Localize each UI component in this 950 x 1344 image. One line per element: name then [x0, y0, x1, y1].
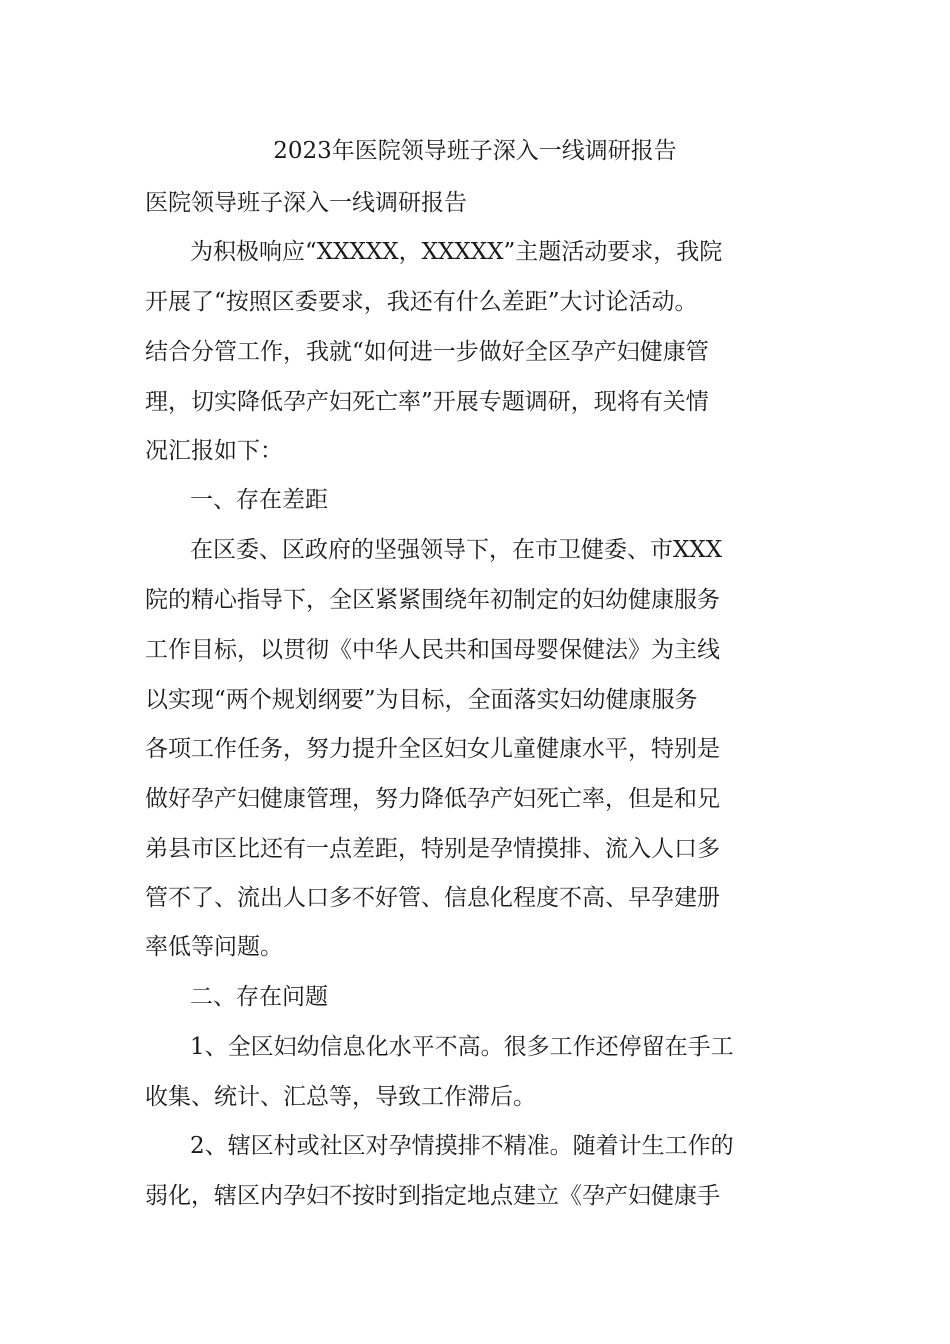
- paragraph-line: 弱化，辖区内孕妇不按时到指定地点建立《孕产妇健康手: [145, 1183, 720, 1209]
- paragraph-line: 况汇报如下：: [145, 438, 283, 464]
- paragraph-line: 1、全区妇幼信息化水平不高。很多工作还停留在手工: [190, 1034, 734, 1060]
- paragraph-line: 结合分管工作，我就“如何进一步做好全区孕产妇健康管: [145, 339, 709, 365]
- paragraph-line: 为积极响应“XXXXX，XXXXX”主题活动要求，我院: [190, 239, 723, 265]
- paragraph-line: 弟县市区比还有一点差距，特别是孕情摸排、流入人口多: [145, 836, 720, 862]
- paragraph-line: 做好孕产妇健康管理，努力降低孕产妇死亡率，但是和兄: [145, 786, 720, 812]
- paragraph-line: 以实现“两个规划纲要”为目标，全面落实妇幼健康服务: [145, 687, 698, 713]
- document-subtitle: 医院领导班子深入一线调研报告: [145, 190, 467, 216]
- paragraph-line: 各项工作任务，努力提升全区妇女儿童健康水平，特别是: [145, 736, 720, 762]
- paragraph-line: 在区委、区政府的坚强领导下，在市卫健委、市XXX: [190, 537, 723, 563]
- paragraph-line: 工作目标，以贯彻《中华人民共和国母婴保健法》为主线: [145, 637, 720, 663]
- paragraph-line: 收集、统计、汇总等，导致工作滞后。: [145, 1084, 536, 1110]
- paragraph-line: 率低等问题。: [145, 934, 283, 960]
- section-heading: 一、存在差距: [190, 487, 328, 513]
- paragraph-line: 理，切实降低孕产妇死亡率”开展专题调研，现将有关情: [145, 389, 709, 415]
- paragraph-line: 院的精心指导下，全区紧紧围绕年初制定的妇幼健康服务: [145, 587, 720, 613]
- paragraph-line: 开展了“按照区委要求，我还有什么差距”大讨论活动。: [145, 289, 698, 315]
- section-heading: 二、存在问题: [190, 984, 328, 1010]
- paragraph-line: 2、辖区村或社区对孕情摸排不精准。随着计生工作的: [190, 1133, 734, 1159]
- document-title: 2023年医院领导班子深入一线调研报告: [273, 138, 677, 164]
- paragraph-line: 管不了、流出人口多不好管、信息化程度不高、早孕建册: [145, 885, 720, 911]
